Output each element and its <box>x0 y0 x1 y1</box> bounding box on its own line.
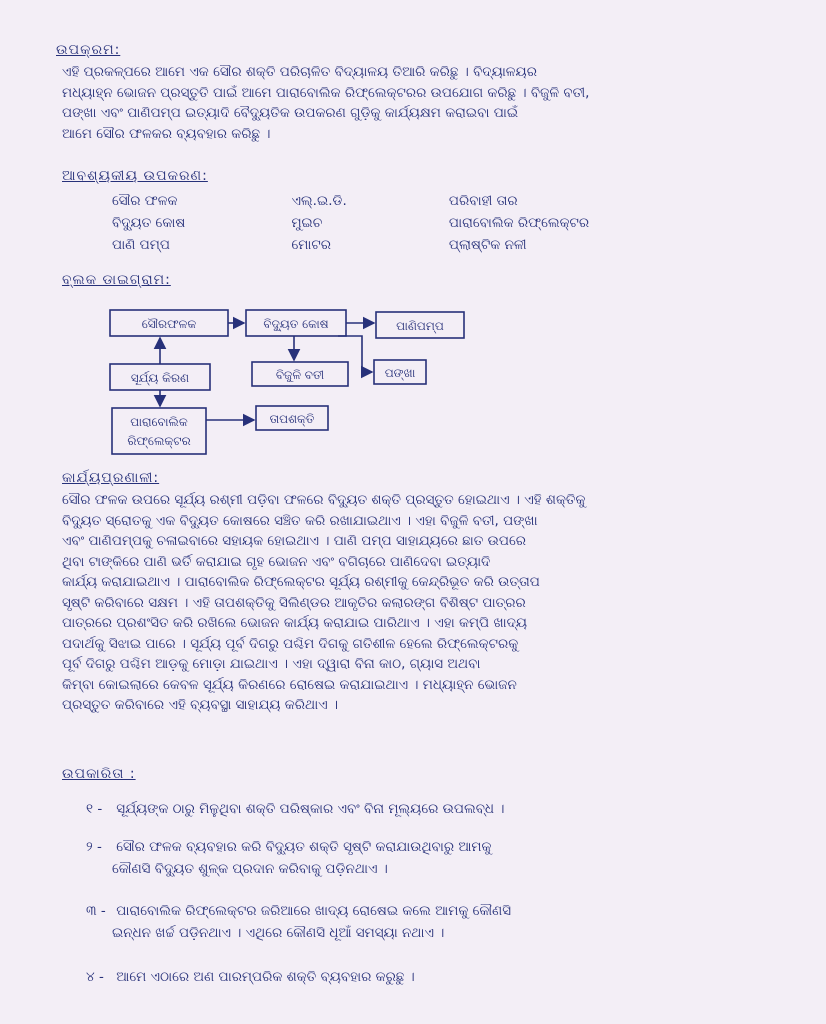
requirement-item: ମୁଇଚ <box>291 215 323 231</box>
reflector-label-line1: ପାରାବୋଲିକ <box>130 415 188 429</box>
requirements-table <box>112 190 632 256</box>
requirement-item: ସୌର ଫଳକ <box>112 193 178 209</box>
requirement-item: ପରିବାହୀ ତାର <box>448 193 518 209</box>
advantage-number: ୩ - <box>86 903 106 919</box>
advantage-text: ସୂର୍ଯ୍ୟଙ୍କ ଠାରୁ ମିଳୁଥିବା ଶକ୍ତି ପରିଷ୍କାର ଏବଂ ବିନା ମୂଲ୍ୟରେ ଉପଲବ୍ଧ । <box>116 801 505 817</box>
intro-line: ପଙ୍ଖା ଏବଂ ପାଣିପମ୍ପ ଇତ୍ୟାଦି ବୈଦ୍ୟୁତିକ ଉପକରଣ ଗୁଡ଼ିକୁ କାର୍ଯ୍ୟକ୍ଷମ କରାଇବା ପାଇଁ <box>62 105 519 121</box>
block-diagram-heading: ବ୍ଲକ ଡାଇଗ୍ରାମ: <box>62 272 171 288</box>
advantage-text: ଆମେ ଏଠାରେ ଅଣ ପାରମ୍ପରିକ ଶକ୍ତି ବ୍ୟବହାର କରୁଛୁ । <box>116 969 415 985</box>
requirements-row <box>112 190 632 212</box>
intro-line: ଏହି ପ୍ରକଳ୍ପରେ ଆମେ ଏକ ସୌର ଶକ୍ତି ପରିଚାଳିତ ବିଦ୍ୟାଳୟ ତିଆରି କରିଛୁ । ବିଦ୍ୟାଳୟର <box>62 64 537 80</box>
intro-paragraph <box>62 62 782 144</box>
intro-line: ମଧ୍ୟାହ୍ନ ଭୋଜନ ପ୍ରସ୍ତୁତି ପାଇଁ ଆମେ ପାରାବୋଲିକ ରିଫ୍ଲେକ୍ଟରର ଉପଯୋଗ କରିଛୁ । ବିଜୁଳି ବତୀ, <box>62 84 590 101</box>
requirement-item: ବିଦ୍ୟୁତ କୋଷ <box>112 215 186 231</box>
working-heading: କାର୍ଯ୍ୟପ୍ରଣାଳୀ: <box>62 470 160 486</box>
advantage-number: ୪ - <box>86 969 104 985</box>
advantage-number: ୨ - <box>86 839 102 855</box>
requirement-item: ଏଲ୍.ଇ.ଡି. <box>291 193 347 209</box>
advantage-text: କୌଣସି ବିଦ୍ୟୁତ ଶୁଳ୍କ ପ୍ରଦାନ କରିବାକୁ ପଡ଼ିନଥାଏ । <box>112 861 388 877</box>
advantages-heading: ଉପକାରିତା : <box>62 766 136 782</box>
requirements-row <box>112 234 632 256</box>
water-pump-label: ପାଣିପମ୍ପ <box>396 319 444 333</box>
reflector-label-line2: ରିଫ୍ଲେକ୍ଟର <box>127 434 191 448</box>
fan-label: ପଙ୍ଖା <box>384 366 416 380</box>
advantage-item <box>86 966 766 988</box>
requirement-item: ପାଣି ପମ୍ପ <box>112 237 170 253</box>
advantage-text: ପାରାବୋଲିକ ରିଫ୍ଲେକ୍ଟର ଜରିଆରେ ଖାଦ୍ୟ ରୋଷେଇ କଲେ ଆମକୁ କୌଣସି <box>116 903 512 919</box>
bulb-label: ବିଜୁଳି ବତୀ <box>275 368 325 382</box>
advantage-item <box>86 836 766 880</box>
working-line: ପୂର୍ବ ଦିଗରୁ ପଶ୍ଚିମ ଆଡ଼କୁ ମୋଡ଼ା ଯାଇଥାଏ । ଏହା ଦ୍ୱାରା ବିନା କାଠ, ଗ୍ୟାସ ଅଥବା <box>62 656 481 672</box>
working-line: କାର୍ଯ୍ୟ କରାଯାଇଥାଏ । ପାରାବୋଲିକ ରିଫ୍ଲେକ୍ଟର ସୂର୍ଯ୍ୟ ରଶ୍ମୀକୁ କେନ୍ଦ୍ରିଭୂତ କରି ଉତ୍ତାପ <box>62 574 540 590</box>
intro-line: ଆମେ ସୌର ଫଳକର ବ୍ୟବହାର କରିଛୁ । <box>62 125 271 142</box>
solar-panel-label: ସୌରଫଳକ <box>141 317 197 331</box>
advantage-text: ସୌର ଫଳକ ବ୍ୟବହାର କରି ବିଦ୍ୟୁତ ଶକ୍ତି ସୃଷ୍ଟି କରାଯାଉଥିବାରୁ ଆମକୁ <box>116 839 492 855</box>
working-line: କିମ୍ବା କୋଇଲାରେ କେବଳ ସୂର୍ଯ୍ୟ କିରଣରେ ରୋଷେଇ କରାଯାଇଥାଏ । ମଧ୍ୟାହ୍ନ ଭୋଜନ <box>62 676 517 693</box>
working-line: ପଦାର୍ଥକୁ ସିଝାଇ ପାରେ । ସୂର୍ଯ୍ୟ ପୂର୍ବ ଦିଗରୁ ପଶ୍ଚିମ ଦିଗକୁ ଗତିଶୀଳ ହେଲେ ରିଫ୍ଲେକ୍ଟରକୁ <box>62 635 519 652</box>
advantage-item <box>86 798 766 820</box>
working-line: ପାତ୍ରରେ ପ୍ରଶଂସିତ କରି ରଖିଲେ ଭୋଜନ କାର୍ଯ୍ୟ କରାଯାଇ ପାରିଥାଏ । ଏହା କମ୍ପି ଖାଦ୍ୟ <box>62 615 528 631</box>
battery-label: ବିଦ୍ୟୁତ କୋଷ <box>263 317 329 331</box>
working-paragraph <box>62 490 782 716</box>
sun-rays-label: ସୂର୍ଯ୍ୟ କିରଣ <box>130 371 190 385</box>
working-line: ସୌର ଫଳକ ଉପରେ ସୂର୍ଯ୍ୟ ରଶ୍ମୀ ପଡ଼ିବା ଫଳରେ ବିଦ୍ୟୁତ ଶକ୍ତି ପ୍ରସ୍ତୁତ ହୋଇଥାଏ । ଏହି ଶକ୍ତିକୁ <box>62 492 586 508</box>
heat-label: ତାପଶକ୍ତି <box>269 412 315 426</box>
requirement-item: ପ୍ଲାଷ୍ଟିକ ନଳୀ <box>448 237 527 253</box>
intro-heading: ଉପକ୍ରମ: <box>56 42 121 58</box>
advantage-text: ଇନ୍ଧନ ଖର୍ଚ୍ଚ ପଡ଼ିନଥାଏ । ଏଥିରେ କୌଣସି ଧୂଆଁ ସମସ୍ୟା ନଥାଏ । <box>112 925 445 941</box>
requirements-heading: ଆବଶ୍ୟକୀୟ ଉପକରଣ: <box>62 168 208 184</box>
working-line: ଥିବା ଟାଙ୍କିରେ ପାଣି ଭର୍ତି କରାଯାଇ ଗୃହ ଭୋଜନ ଏବଂ ବଗିଚାରେ ପାଣିଦେବା ଇତ୍ୟାଦି <box>62 553 491 570</box>
requirement-item: ମୋଟର <box>291 237 331 253</box>
advantage-item <box>86 900 766 944</box>
arrow <box>338 336 372 372</box>
advantage-number: ୧ - <box>86 801 103 817</box>
block-diagram <box>100 300 480 460</box>
working-line: ଏବଂ ପାଣିପମ୍ପକୁ ଚଳାଇବାରେ ସହାୟକ ହୋଇଥାଏ । ପାଣି ପମ୍ପ ସାହାଯ୍ୟରେ ଛାତ ଉପରେ <box>62 533 527 549</box>
working-line: ବିଦ୍ୟୁତ ସ୍ରୋତକୁ ଏକ ବିଦ୍ୟୁତ କୋଷରେ ସଞ୍ଚିତ କରି ରଖାଯାଇଥାଏ । ଏହା ବିଜୁଳି ବତୀ, ପଙ୍ଖା <box>62 512 538 529</box>
working-line: ସୃଷ୍ଟି କରିବାରେ ସକ୍ଷମ । ଏହି ତାପଶକ୍ତିକୁ ସିଲିଣ୍ଡର ଆକୃତିର କଲାରଙ୍ଗ ବିଶିଷ୍ଟ ପାତ୍ରର <box>62 594 526 611</box>
requirements-row <box>112 212 632 234</box>
working-line: ପ୍ରସ୍ତୁତ କରିବାରେ ଏହି ବ୍ୟବସ୍ଥା ସାହାଯ୍ୟ କରିଥାଏ । <box>62 697 339 713</box>
requirement-item: ପାରାବୋଲିକ ରିଫ୍ଲେକ୍ଟର <box>448 215 590 231</box>
